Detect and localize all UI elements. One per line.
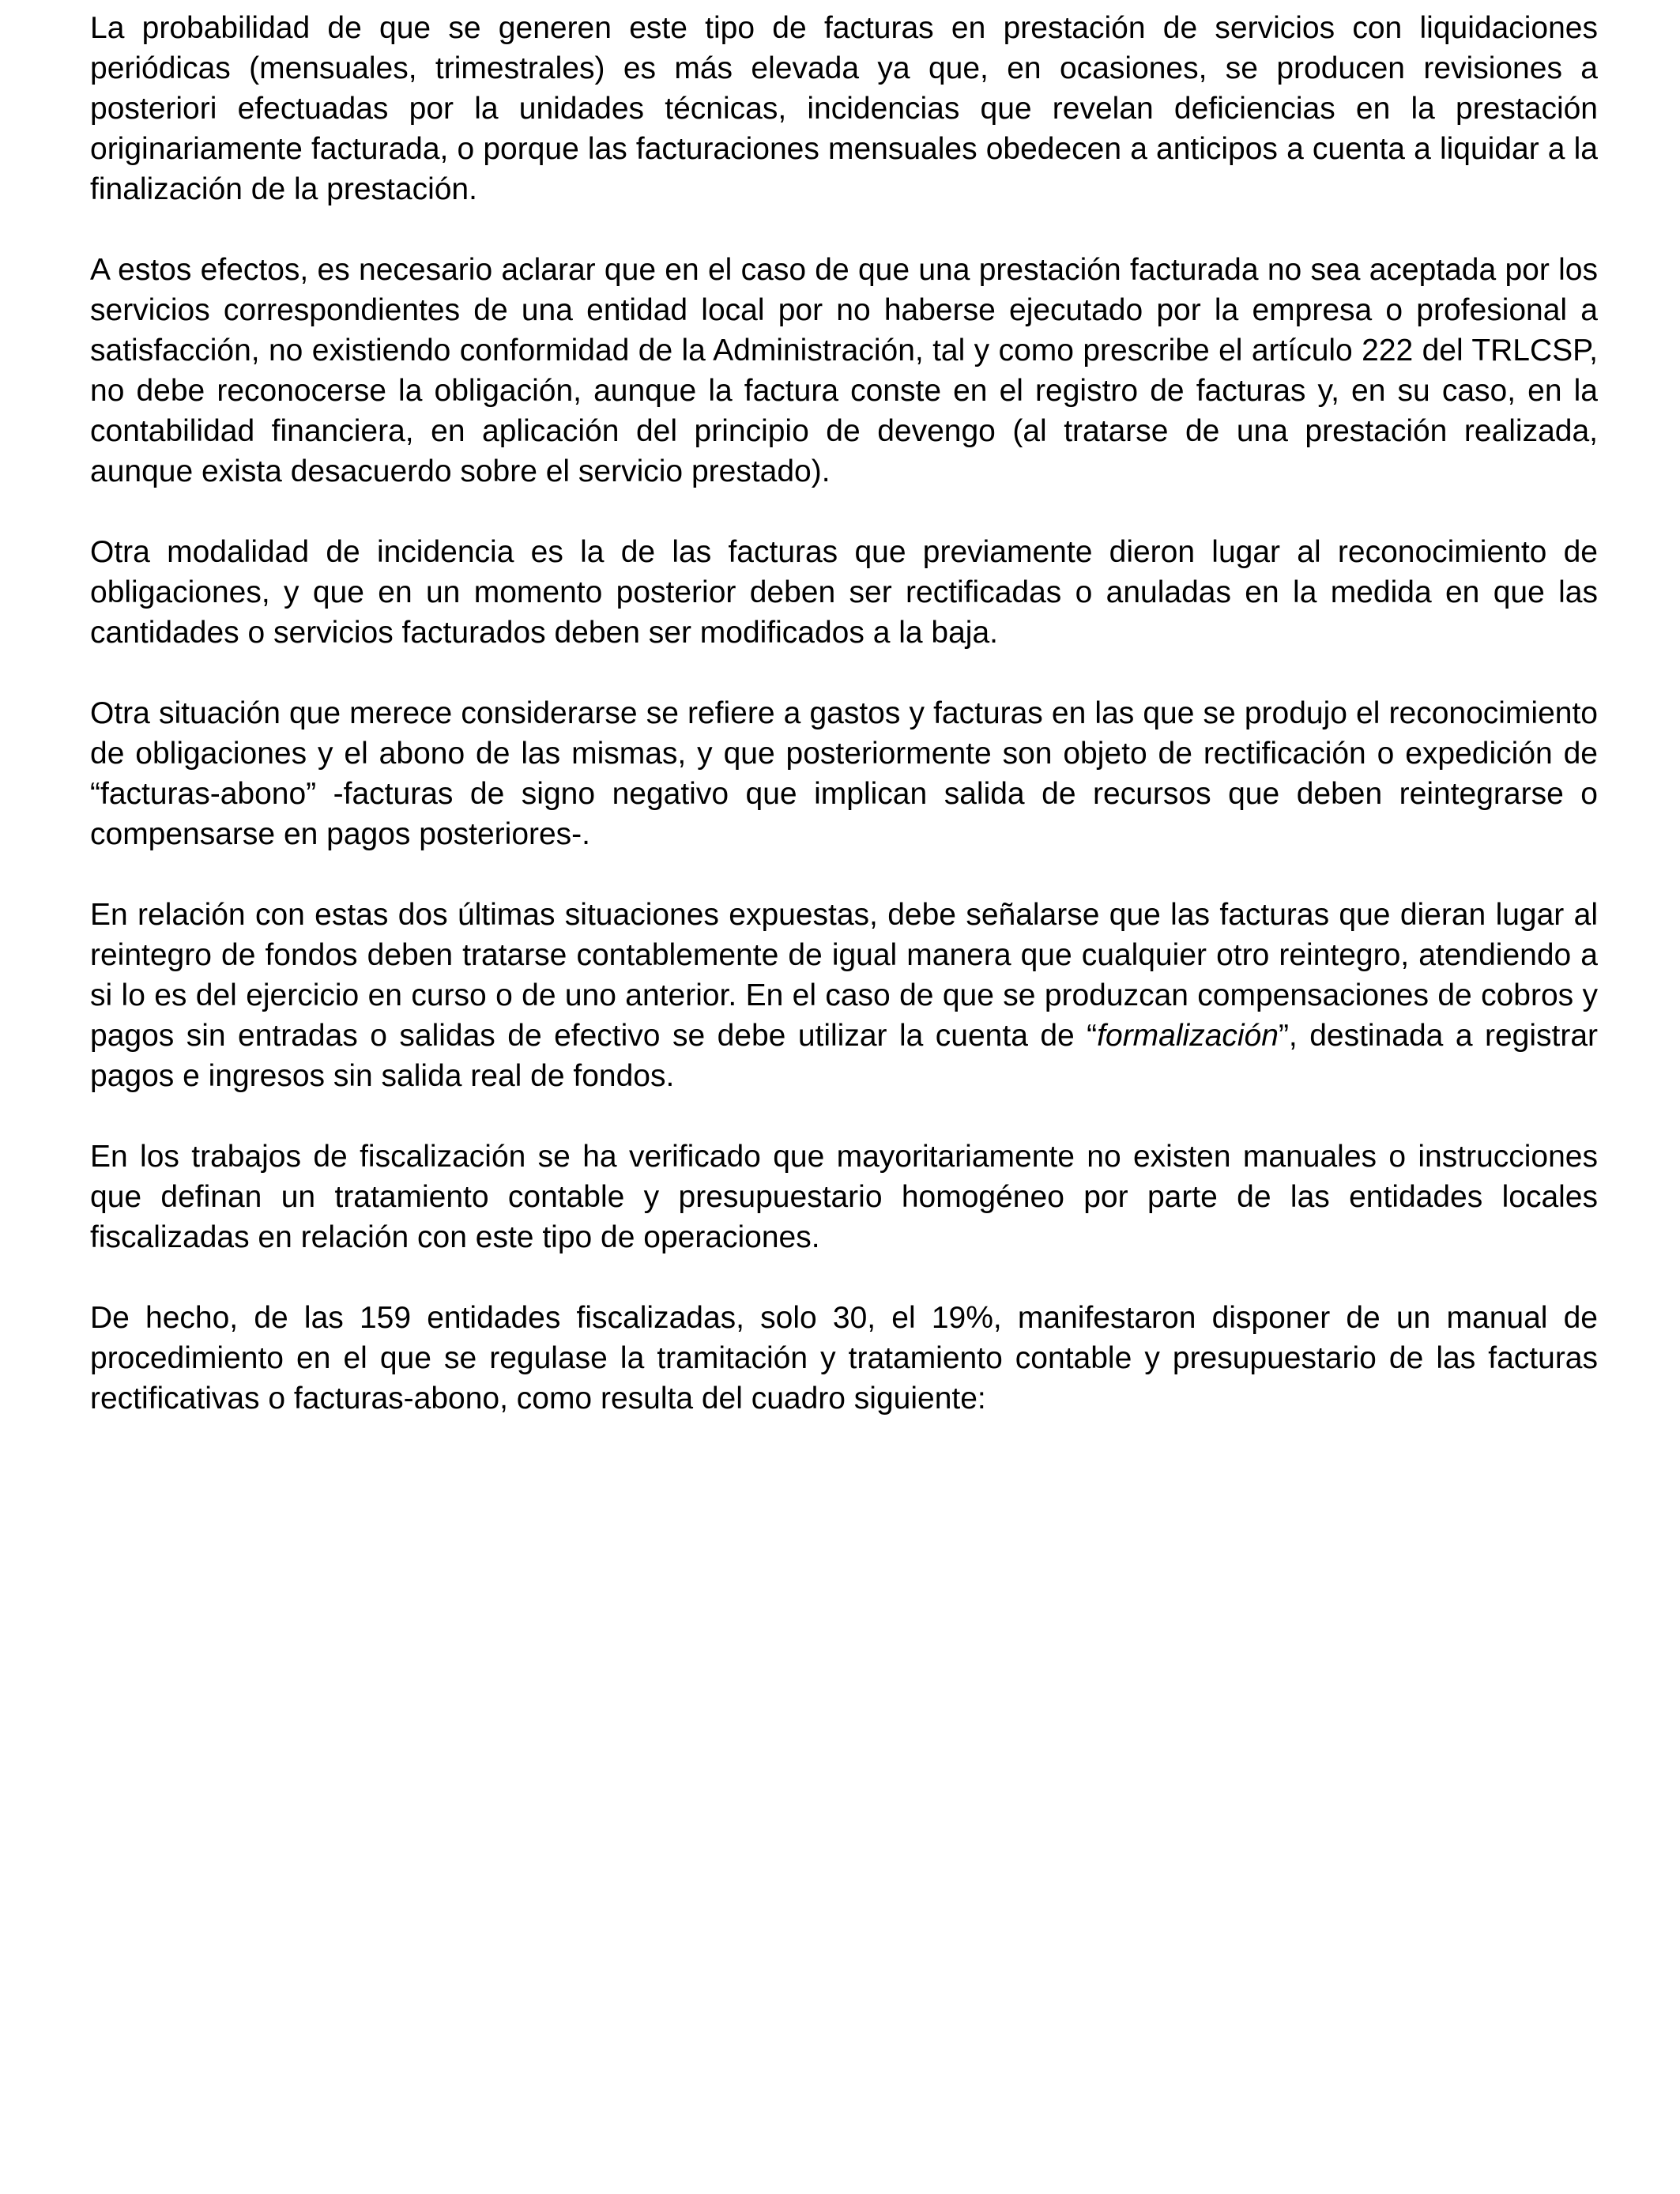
paragraph-refund-treatment — [90, 895, 1598, 1096]
document-page — [90, 8, 1598, 1459]
paragraph-credit-invoices: Otra situación que merece considerarse se refiere a gastos y facturas en las que se produjo el reconocimiento de obligaciones y el abono de las mismas, y que posteriormente son objeto de rectificación o expedición de “facturas-abono” -facturas de signo negativo que implican salida de recursos que deben reintegrarse o compensarse en pagos posteriores-. — [90, 696, 1598, 851]
paragraph-periodic-invoices: La probabilidad de que se generen este tipo de facturas en prestación de servicios con liquidaciones periódicas (mensuales, trimestrales) es más elevada ya que, en ocasiones, se producen revisiones a posteriori efectuadas por la unidades técnicas, incidencias que revelan deficiencias en la prestación originariamente facturada, o porque las facturaciones mensuales obedecen a anticipos a cuenta a liquidar a la finalización de la prestación. — [90, 11, 1598, 206]
paragraph-rectified-invoices: Otra modalidad de incidencia es la de las facturas que previamente dieron lugar al reconocimiento de obligaciones, y que en un momento posterior deben ser rectificadas o anuladas en la medida en que las cantidades o servicios facturados deben ser modificados a la baja. — [90, 535, 1598, 650]
paragraph-audit-findings: En los trabajos de fiscalización se ha verificado que mayoritariamente no existen manuales o instrucciones que definan un tratamiento contable y presupuestario homogéneo por parte de las entidades locales fiscalizadas en relación con este tipo de operaciones. — [90, 1140, 1598, 1254]
paragraph-unaccepted-service: A estos efectos, es necesario aclarar que en el caso de que una prestación facturada no sea aceptada por los servicios correspondientes de una entidad local por no haberse ejecutado por la empresa o profesional a satisfacción, no existiendo conformidad de la Administración, tal y como prescribe el artículo 222 del TRLCSP, no debe reconocerse la obligación, aunque la factura conste en el registro de facturas y, en su caso, en la contabilidad financiera, en aplicación del principio de devengo (al tratarse de una prestación realizada, aunque exista desacuerdo sobre el servicio prestado). — [90, 253, 1598, 488]
paragraph-refund-text-before: En relación con estas dos últimas situaciones expuestas, debe señalarse que las facturas que dieran lugar al reintegro de fondos deben tratarse contablemente de igual manera que cualquier otro reintegro, atendiendo a si lo es del ejercicio en curso o de uno anterior. En el caso de que se produzcan compensaciones de cobros y pagos sin entradas o salidas de efectivo se debe utilizar la cuenta de “ — [90, 898, 1598, 1053]
formalizacion-term: formalización — [1097, 1019, 1279, 1053]
paragraph-manual-statistics: De hecho, de las 159 entidades fiscalizadas, solo 30, el 19%, manifestaron disponer de un manual de procedimiento en el que se regulase la tramitación y tratamiento contable y presupuestario de las facturas rectificativas o facturas-abono, como resulta del cuadro siguiente: — [90, 1301, 1598, 1416]
paragraph-refund-text-after: ”, destinada a registrar pagos e ingresos sin salida real de fondos. — [90, 1019, 1598, 1093]
